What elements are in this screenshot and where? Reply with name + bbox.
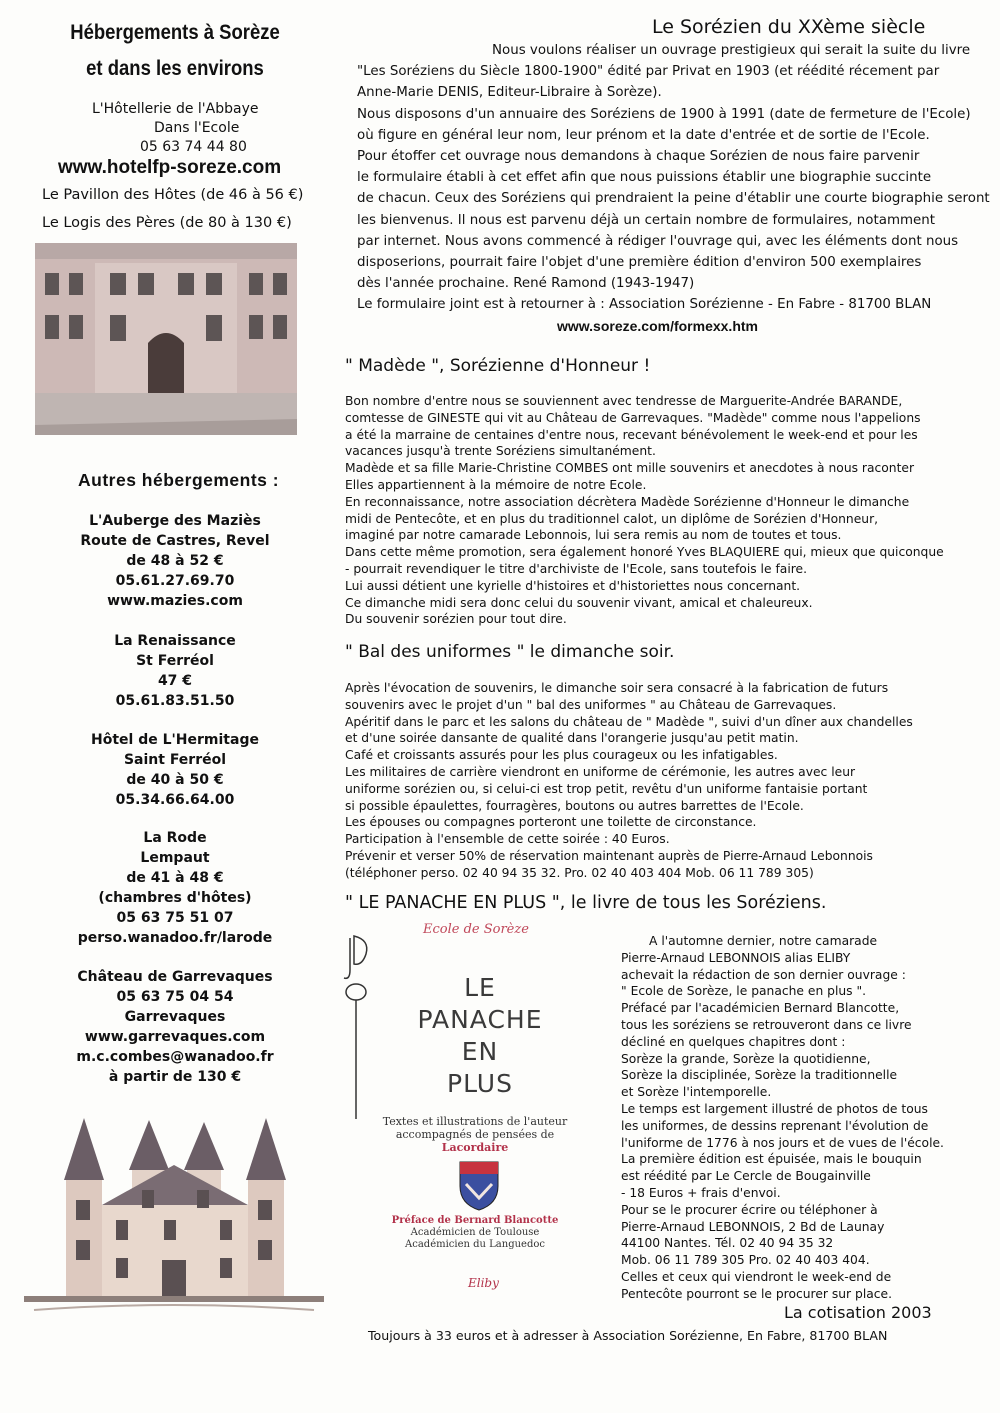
cotisation-title: La cotisation 2003 [784,1303,932,1322]
paragraph-line: Le formulaire joint est à retourner à : Association Sorézienne - En Fabre - 81700 BLAN [357,297,932,313]
paragraph-line: tous les soréziens se retrouveront dans ce livre [621,1017,912,1032]
paragraph-line: Apéritif dans le parc et les salons du château de " Madède ", suivi d'un dîner aux chandelles [345,714,913,729]
book-title-line: PANACHE [417,1005,543,1034]
book-subtitle [360,1115,590,1154]
paragraph-line: est réédité par Le Cercle de Bougainville [621,1169,871,1184]
paragraph-line: Pour étoffer cet ouvrage nous demandons à chaque Sorézien de nous faire parvenir [357,149,920,165]
hotel-phone: 05 63 74 44 80 [140,139,247,155]
accommodation-entry [20,967,330,1087]
paragraph-line: dès l'année prochaine. René Ramond (1943-1947) [357,276,695,292]
entry-name: Hôtel de L'Hermitage [91,732,259,748]
paragraph-line: Du souvenir sorézien pour tout dire. [345,612,567,627]
accommodation-entry [20,730,330,810]
paragraph-line: les bienvenus. Il nous est parvenu déjà un certain nombre de formulaires, notamment [357,212,936,228]
paragraph-line: a été la marraine de centaines d'entre nous, recevant bénévolement le week-end et pour les [345,427,918,442]
section-panache-body [621,933,944,1303]
paragraph-line: décliné en quelques chapitres dont : [621,1034,846,1049]
section-panache-title: " LE PANACHE EN PLUS ", le livre de tous les Soréziens. [345,893,827,913]
book-academy-line: Académicien de Toulouse [410,1227,540,1238]
hotel-website-link[interactable]: www.hotelfp-soreze.com [58,157,282,178]
paragraph-line: (téléphoner perso. 02 40 94 35 32. Pro. 02 40 403 404 Mob. 06 11 789 305) [345,865,814,880]
section-bal-body [345,680,913,882]
paragraph-line: " Ecole de Sorèze, le panache en plus ". [621,984,867,999]
entry-name: La Renaissance [114,633,236,649]
paragraph-line: Mob. 06 11 789 305 Pro. 02 40 403 404. [621,1253,870,1268]
accommodation-title [20,18,330,84]
paragraph-line: Prévenir et verser 50% de réservation maintenant auprès de Pierre-Arnaud Lebonnois [345,848,873,863]
paragraph-line: où figure en général leur nom, leur prénom et la date d'entrée et de sortie de l'Ecole. [357,127,930,143]
entry-email-link[interactable]: m.c.combes@wanadoo.fr [76,1049,274,1065]
paragraph-line: midi de Pentecôte, et en plus du traditionnel calot, un diplôme de Sorézien d'Honneur, [345,511,879,526]
entry-phone: 05.34.66.64.00 [115,792,235,808]
entry-address: Route de Castres, Revel [80,533,270,549]
paragraph-line: "Les Soréziens du Siècle 1800-1900" édité par Privat en 1903 (et réédité récement par [357,64,940,80]
entry-address: Saint Ferréol [123,752,227,768]
paragraph-line: Café et croissants assurés pour les plus courageux ou les infatigables. [345,748,778,763]
book-title [380,972,580,1100]
paragraph-line: Ce dimanche midi sera donc celui du souvenir vivant, amical et chaleureux. [345,595,813,610]
entry-website-link[interactable]: www.mazies.com [107,593,243,609]
entry-price: de 40 à 50 € [126,772,224,788]
paragraph-line: Celles et ceux qui viendront le week-end de [621,1269,892,1284]
chateau-illustration [24,1110,324,1350]
paragraph-line: Le temps est largement illustré de photos de tous [621,1101,928,1116]
paragraph-line: Nous disposons d'un annuaire des Soréziens de 1900 à 1991 (date de fermeture de l'Ecole) [357,106,971,122]
paragraph-line: La première édition est épuisée, mais le bouquin [621,1152,922,1167]
paragraph-line: Pierre-Arnaud LEBONNOIS, 2 Bd de Launay [621,1219,885,1234]
paragraph-line: achevait la rédaction de son dernier ouvrage : [621,967,906,982]
logis-price: Le Logis des Pères (de 80 à 130 €) [42,215,292,231]
paragraph-line: Les militaires de carrière viendront en uniforme de cérémonie, les autres avec leur [345,764,856,779]
hotel-location: Dans l'Ecole [154,120,240,136]
book-subtitle-line: accompagnés de pensées de [395,1128,555,1141]
chateau-garrevaques-photo [24,1110,324,1350]
hotel-abbaye-block [62,100,258,157]
paragraph-line: Nous voulons réaliser un ouvrage prestigieux qui serait la suite du livre [492,43,971,58]
paragraph-line: Lui aussi détient une kyrielle d'histoires et d'historiettes nous concernant. [345,578,801,593]
hotel-name: L'Hôtellerie de l'Abbaye [92,101,259,117]
paragraph-line: Pentecôte pourront se le procurer sur place. [621,1286,893,1301]
paragraph-line: A l'automne dernier, notre camarade [649,934,878,948]
book-signature: Eliby [468,1276,499,1290]
paragraph-line: Elles appartiennent à la mémoire de notre Ecole. [345,477,647,492]
paragraph-line: uniforme sorézien ou, si celui-ci est trop petit, revêtu d'un uniforme fantaisie portant [345,781,868,796]
paragraph-line: Bon nombre d'entre nous se souviennent avec tendresse de Marguerite-Andrée BARANDE, [345,394,903,408]
book-cover [340,920,610,1305]
book-academy-line: Académicien du Languedoc [405,1239,545,1250]
paragraph-line: Madède et sa fille Marie-Christine COMBES ont mille souvenirs et anecdotes à nous raconter [345,461,915,476]
accommodation-entry [20,511,330,611]
entry-price: 47 € [157,673,193,689]
paragraph-line: de chacun. Ceux des Soréziens qui prendraient la peine d'établir une courte biographie seront [357,191,990,207]
entry-note: (chambres d'hôtes) [98,890,252,906]
paragraph-line: Les épouses ou compagnes porteront une toilette de circonstance. [345,815,757,830]
paragraph-line: Anne-Marie DENIS, Editeur-Libraire à Sorèze). [357,85,662,101]
paragraph-line: l'uniforme de 1776 à nos jours et de vues de l'école. [621,1135,944,1150]
entry-name: L'Auberge des Maziès [89,513,261,529]
section-bal-title: " Bal des uniformes " le dimanche soir. [345,642,675,662]
form-url-link[interactable]: www.soreze.com/formexx.htm [557,317,758,334]
paragraph-line: 44100 Nantes. Tél. 02 40 94 35 32 [621,1236,834,1251]
paragraph-line: imaginé par notre camarade Lebonnois, lui sera remis au nom de toutes et tous. [345,528,842,543]
entry-price: à partir de 130 € [108,1069,242,1085]
entry-address: Garrevaques [124,1009,226,1025]
accommodation-title-line1: Hébergements à Sorèze [70,21,280,44]
paragraph-line: et d'une soirée dansante de qualité dans l'orangerie jusqu'au petit matin. [345,731,799,746]
paragraph-line: Pierre-Arnaud LEBONNOIS alias ELIBY [621,950,851,965]
entry-name: La Rode [143,830,207,846]
pavillon-price: Le Pavillon des Hôtes (de 46 à 56 €) [42,187,304,203]
paragraph-line: Pour se le procurer écrire ou téléphoner à [621,1202,878,1217]
cotisation-text: Toujours à 33 euros et à adresser à Association Sorézienne, En Fabre, 81700 BLAN [368,1328,888,1343]
paragraph-line: vacances jusqu'à trente Soréziens simultanément. [345,444,656,459]
paragraph-line: En reconnaissance, notre association décrètera Madède Sorézienne d'Honneur le dimanche [345,494,910,509]
paragraph-line: et Sorèze l'intemporelle. [621,1085,772,1100]
paragraph-line: Après l'évocation de souvenirs, le dimanche soir sera consacré à la fabrication de futurs [345,681,889,695]
accommodation-entry [20,828,330,948]
paragraph-line: si possible épaulettes, fourragères, boutons ou autres barrettes de l'Ecole. [345,798,804,813]
entry-phone: 05.61.83.51.50 [115,693,235,709]
accommodation-title-line2: et dans les environs [86,57,264,80]
paragraph-line: Préfacé par l'académicien Bernard Blancotte, [621,1001,900,1016]
entry-name: Château de Garrevaques [77,969,273,985]
book-title-line: EN [461,1037,499,1066]
abbaye-building-illustration [35,243,297,435]
other-accommodations-title: Autres hébergements : [78,470,280,490]
book-monogram-icon [340,934,380,1124]
coat-of-arms-icon [458,1160,500,1212]
book-title-line: PLUS [447,1069,513,1098]
section-sorezien-xx-title: Le Sorézien du XXème siècle [652,16,926,38]
paragraph-line: Sorèze la grande, Sorèze la quotidienne, [621,1051,871,1066]
entry-price: de 48 à 52 € [126,553,224,569]
section-madede-title: " Madède ", Sorézienne d'Honneur ! [345,356,651,376]
book-lacordaire: Lacordaire [441,1141,509,1154]
accommodation-entry [20,631,330,711]
book-preface [360,1215,590,1251]
entry-website-link[interactable]: www.garrevaques.com [84,1029,266,1045]
section-sorezien-xx-body [357,40,990,337]
paragraph-line: les uniformes, de dessins reprenant l'évolution de [621,1118,929,1133]
section-madede-body [345,393,944,628]
entry-address: Lempaut [140,850,210,866]
paragraph-line: le formulaire établi à cet effet afin que nous puissions établir une biographie succinte [357,170,932,186]
abbaye-courtyard-photo [35,243,297,435]
paragraph-line: souvenirs avec le projet d'un " bal des uniformes " au Château de Garrevaques. [345,697,837,712]
paragraph-line: comtesse de GINESTE qui vit au Château de Garrevaques. "Madède" comme nous l'appelions [345,410,921,425]
entry-phone: 05 63 75 51 07 [116,910,234,926]
paragraph-line: Participation à l'ensemble de cette soirée : 40 Euros. [345,832,670,847]
entry-price: de 41 à 48 € [126,870,224,886]
entry-phone: 05 63 75 04 54 [116,989,234,1005]
book-subtitle-line: Textes et illustrations de l'auteur [382,1115,568,1128]
paragraph-line: Dans cette même promotion, sera également honoré Yves BLAQUIERE qui, mieux que quiconque [345,545,944,560]
paragraph-line: par internet. Nous avons commencé à rédiger l'ouvrage qui, avec les éléments dont nous [357,233,959,249]
book-preface-author: Préface de Bernard Blancotte [391,1215,559,1226]
book-school-label: Ecole de Sorèze [423,922,529,937]
entry-address: St Ferréol [136,653,214,669]
paragraph-line: Sorèze la disciplinée, Sorèze la traditionnelle [621,1068,898,1083]
entry-website-link[interactable]: perso.wanadoo.fr/larode [77,930,273,946]
entry-phone: 05.61.27.69.70 [115,573,235,589]
book-title-line: LE [464,973,496,1002]
paragraph-line: - 18 Euros + frais d'envoi. [621,1185,781,1200]
paragraph-line: - pourrait revendiquer le titre d'archiviste de l'Ecole, sans toutefois le faire. [345,561,807,576]
paragraph-line: disposerions, pourrait faire l'objet d'une première édition d'environ 500 exemplaires [357,255,922,271]
